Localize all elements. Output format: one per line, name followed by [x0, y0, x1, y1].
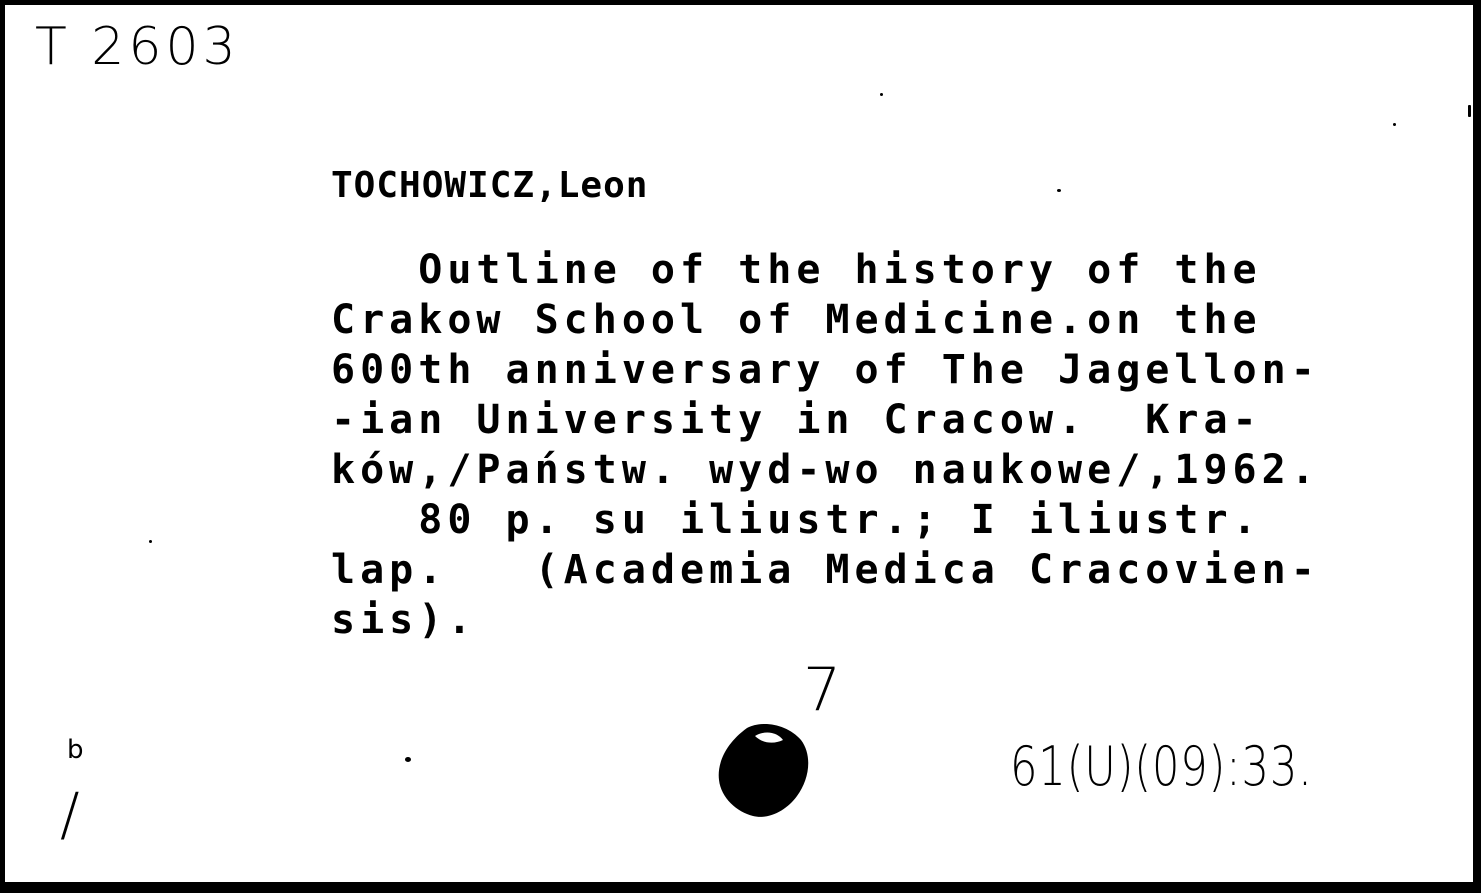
margin-mark-b: b [67, 735, 84, 765]
margin-mark-slash: / [60, 780, 80, 848]
description-line-2: Crakow School of Medicine.on the [331, 297, 1262, 343]
classification-number: 61(U)(09):33. [1010, 735, 1313, 798]
description-line-7: lap. (Academia Medica Cracovien- [331, 547, 1320, 593]
description-line-1: Outline of the history of the [331, 247, 1262, 293]
author-heading: TOCHOWICZ,Leon [331, 165, 649, 206]
ink-speck [405, 757, 411, 762]
description-line-3: 600th anniversary of The Jagellon- [331, 347, 1320, 393]
ink-speck [149, 540, 152, 543]
ink-speck [1468, 105, 1471, 117]
ink-speck [1057, 189, 1061, 192]
description-line-5: ków,/Państw. wyd-wo naukowe/,1962. [331, 447, 1320, 493]
description-line-6: 80 p. su iliustr.; I iliustr. [331, 497, 1262, 543]
catalog-card [2, 2, 1476, 885]
ink-speck [1393, 123, 1396, 126]
call-number: T 2603 [35, 17, 240, 77]
handwritten-mark: 7 [803, 655, 842, 725]
bibliographic-description [331, 245, 1466, 645]
punch-hole-icon [717, 720, 811, 822]
description-line-8: sis). [331, 597, 477, 643]
ink-speck [880, 93, 883, 96]
description-line-4: -ian University in Cracow. Kra- [331, 397, 1262, 443]
